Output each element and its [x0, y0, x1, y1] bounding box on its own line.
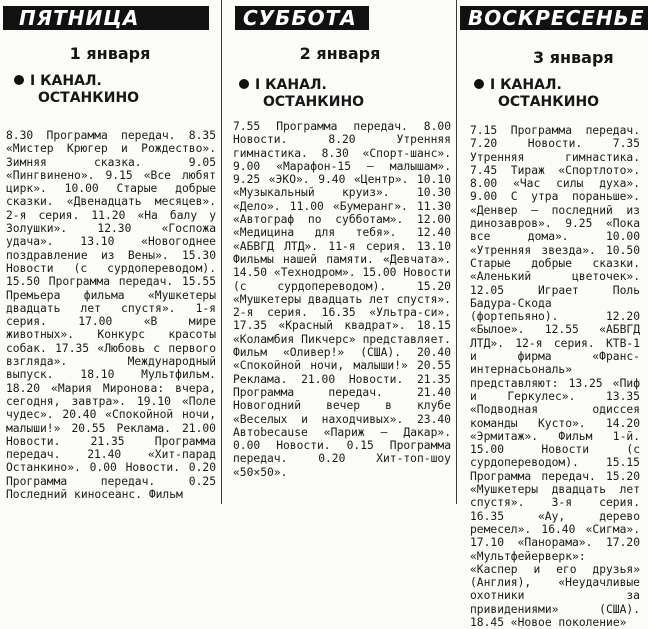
column-divider: [456, 0, 457, 504]
date-heading: 1 января: [69, 44, 151, 63]
program-listing: 8.30 Программа передач. 8.35 «Мистер Крюгер и Рождество». Зимняя сказка. 9.05 «Пингвинено». 9.15 «Все любят цирк». 10.00 Старые добрые сказки. «Двенадцать месяцев». 2-я серия. 11.20 «На балу у Золушки». 12.30 «Госпожа удача». 13.10 «Новогоднее поздравление из Вены». 15.30 Новости (с сурдопереводом). 15.50 Программа передач. 15.55 Премьера фильма «Мушкетеры двадцать лет спустя». 1-я серия. 17.00 «В мире животных». Конкурс красоты собак. 17.35 «Любовь с первого взгляда». Международный выпуск. 18.10 Мультфильм. 18.20 «Мария Миронова: вчера, сегодня, завтра». 19.10 «Поле чудес». 20.40 «Спокойной ночи, малыши!» 20.55 Реклама. 21.00 Новости. 21.35 Программа передач. 21.40 «Хит-парад Останкино». 0.00 Новости. 0.20 Программа передач. 0.25 Последний киносеанс. Фильм: [6, 129, 216, 502]
date-heading: 3 января: [533, 48, 614, 67]
bullet-icon: [239, 79, 249, 89]
channel-subname: ОСТАНКИНО: [38, 90, 140, 106]
date-heading: 2 января: [299, 44, 381, 63]
channel-heading: [14, 73, 139, 107]
channel-subname: ОСТАНКИНО: [498, 94, 600, 110]
channel-subname: ОСТАНКИНО: [263, 94, 365, 110]
day-heading: ПЯТНИЦА: [3, 6, 209, 30]
column-divider: [221, 0, 222, 504]
channel-name: I КАНАЛ.: [490, 77, 562, 93]
friday-column: [0, 0, 220, 504]
channel-name: I КАНАЛ.: [255, 77, 327, 93]
channel-heading: [239, 77, 364, 111]
program-listing: 7.55 Программа передач. 8.00 Новости. 8.20 Утренняя гимнастика. 8.30 «Спорт-шанс». 9.00 «Марафон-15 — малышам». 9.25 «ЭКО». 9.40 «Центр». 10.10 «Музыкальный круиз». 10.30 «Дело». 11.00 «Бумеранг». 11.30 «Автограф по субботам». 12.00 «Медицина для тебя». 12.40 «АБВГД ЛТД». 11-я серия. 13.10 Фильмы нашей памяти. «Девчата». 14.50 «Технодром». 15.00 Новости (с сурдопереводом). 15.20 «Мушкетеры двадцать лет спустя». 2-я серия. 16.35 «Ультра-си». 17.35 «Красный квадрат». 18.15 «Коламбия Пикчерс» представляет. Фильм «Оливер!» (США). 20.40 «Спокойной ночи, малыши!» 20.55 Реклама. 21.00 Новости. 21.35 Программа передач. 21.40 Новогодний вечер в клубе «Веселых и находчивых». 23.40 Автоbecause «Париж — Дакар». 0.00 Новости. 0.15 Программа передач. 0.20 Хит-топ-шоу «50×50».: [233, 120, 451, 479]
bullet-icon: [14, 75, 24, 85]
day-heading: ВОСКРЕСЕНЬЕ: [460, 6, 648, 30]
saturday-column: [225, 0, 455, 504]
program-listing: 7.15 Программа передач. 7.20 Новости. 7.35 Утренняя гимнастика. 7.45 Тираж «Спортлото». 8.00 «Час силы духа». 9.00 С утра пораньше». «Денвер — последний из динозавров». 9.25 «Пока все дома». 10.00 «Утренняя звезда». 10.50 Старые добрые сказки. «Аленький цветочек». 12.05 Играет Поль Бадура-Скода (фортепьяно). 12.20 «Былое». 12.55 «АБВГД ЛТД». 12-я серия. КТВ-1 и фирма «Франс-интернасьональ» представляют: 13.25 «Пиф и Геркулес». 13.35 «Подводная одиссея команды Кусто». 14.20 «Эрмитаж». Фильм 1-й. 15.00 Новости (с сурдопереводом). 15.15 Программа передач. 15.20 «Мушкетеры двадцать лет спустя». 3-я серия. 16.35 «Ау, дерево ремесел». 16.40 «Сигма». 17.10 «Панорама». 17.20 «Мультфейерверк»: «Каспер и его друзья» (Англия), «Неудачливые охотники за привидениями» (США). 18.45 «Новое поколение»: [470, 124, 640, 629]
day-heading: СУББОТА: [235, 6, 369, 30]
bullet-icon: [474, 79, 484, 89]
sunday-column: [460, 0, 645, 629]
channel-heading: [474, 77, 599, 111]
channel-name: I КАНАЛ.: [30, 73, 102, 89]
